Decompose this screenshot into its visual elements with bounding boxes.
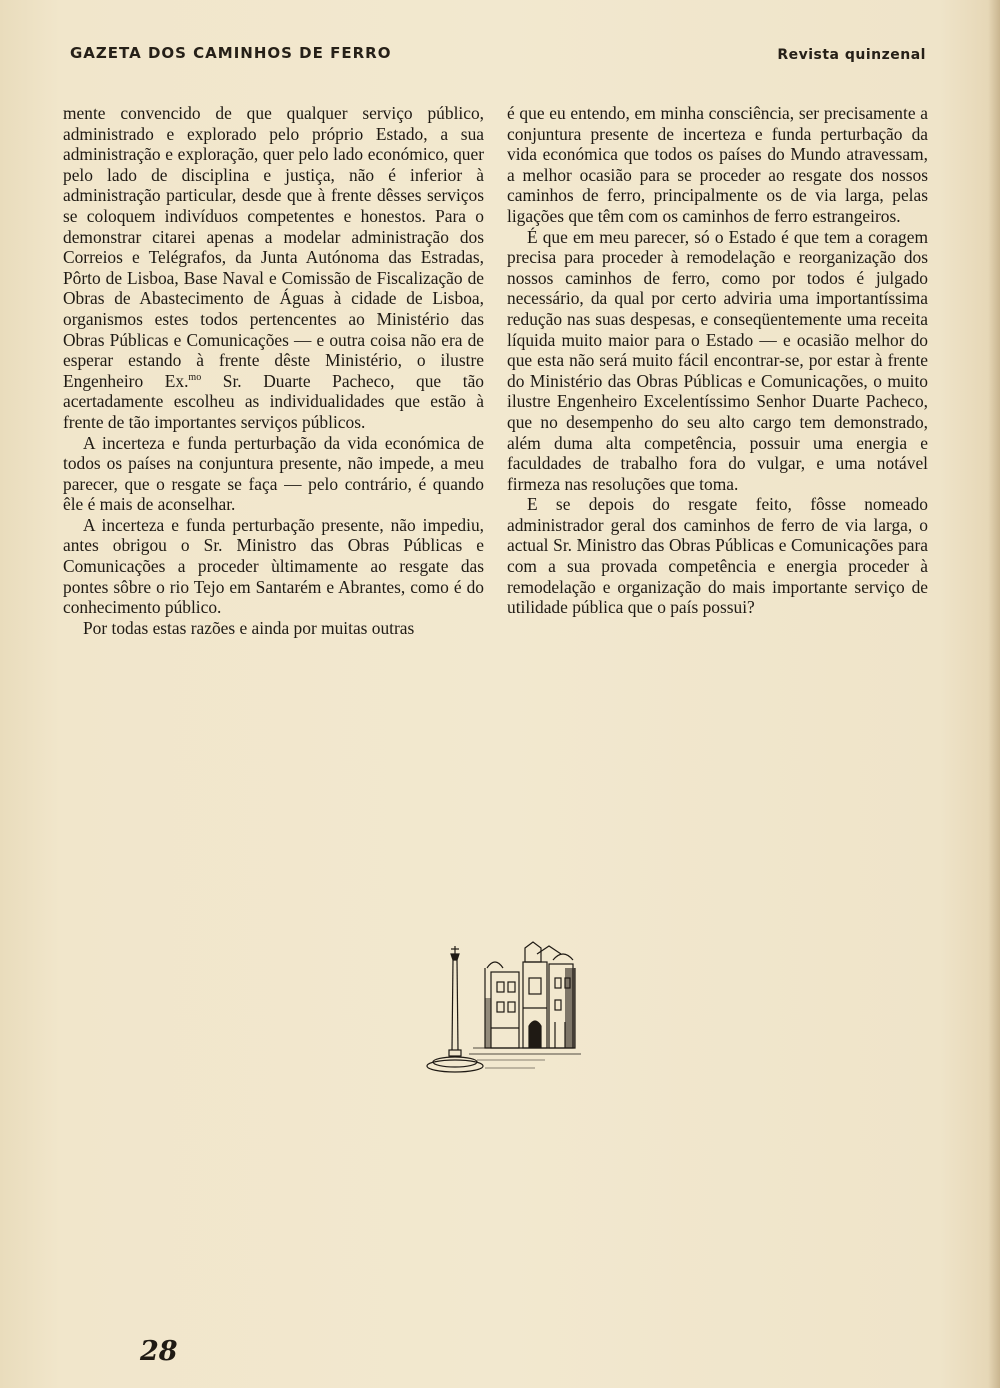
church-illustration	[425, 938, 585, 1080]
page-edge-shadow	[988, 0, 1000, 1388]
superscript: mo	[188, 371, 202, 383]
right-paragraph-2: É que em meu parecer, só o Estado é que tem a coragem precisa para proceder à remodelação e reorganização dos nossos caminhos de ferro, como por todos é julgado necessário, da qual por certo adviria uma importantíssima redução nas suas despesas, e conseqüentemente uma receita líquida muito maior para o Estado — e ocasião melhor do que esta não será muito fácil encontrar-se, por estar à frente do Ministério das Obras Públicas e Comunicações, o muito ilustre Engenheiro Excelentíssimo Senhor Duarte Pacheco, que no desempenho do seu alto cargo tem demonstrado, além duma alta competência, possuir uma energia e faculdades de trabalho fora do vulgar, e uma notável firmeza nas resoluções que toma.	[507, 226, 928, 494]
right-column	[507, 103, 928, 618]
left-column	[63, 103, 484, 638]
left-paragraph-4: Por todas estas razões e ainda por muitas outras	[83, 617, 415, 638]
publication-title: GAZETA DOS CAMINHOS DE FERRO	[70, 44, 392, 62]
page-number: 28	[140, 1336, 178, 1367]
right-paragraph-3: E se depois do resgate feito, fôsse nomeado administrador geral dos caminhos de ferro de via larga, o actual Sr. Ministro das Obras Públicas e Comunicações para com a sua provada competência e energia proceder à remodelação e organização do mais importante serviço de utilidade pública que o país possui?	[507, 494, 928, 618]
left-paragraph-2: A incerteza e funda perturbação da vida económica de todos os países na conjuntura presente, não impede, a meu parecer, que o resgate se faça — pelo contrário, é quando êle é mais de aconselhar.	[63, 432, 484, 515]
left-paragraph-1: mente convencido de que qualquer serviço público, administrado e explorado pelo próprio Estado, a sua administração e exploração, quer pelo lado económico, quer pelo lado de disciplina e justiça, não é inferior à administração particular, desde que à frente dêsses serviços se coloquem indivíduos competentes e honestos. Para o demonstrar citarei apenas a modelar administração dos Correios e Telégrafos, da Junta Autónoma das Estradas, Pôrto de Lisboa, Base Naval e Comissão de Fiscalização de Obras de Abastecimento de Águas à cidade de Lisboa, organismos estes todos pertencentes ao Ministério das Obras Públicas e Comunicações — e outra coisa não era de esperar estando à frente dêste Ministério, o ilustre Engenheiro Ex.$^{mo}$ Sr. Duarte Pacheco, que tão acertadamente escolheu as individualidades que estão à frente de tão importantes serviços públicos.	[63, 103, 484, 432]
left-paragraph-3: A incerteza e funda perturbação presente, não impediu, antes obrigou o Sr. Ministro das Obras Públicas e Comunicações a proceder ùltimamente ao resgate das pontes sôbre o rio Tejo em Santarém e Abrantes, como é do conhecimento público.	[63, 514, 484, 618]
publication-subtitle: Revista quinzenal	[777, 47, 926, 63]
right-paragraph-1: é que eu entendo, em minha consciência, ser precisamente a conjuntura presente de incerteza e funda perturbação da vida económica que todos os países do Mundo atravessam, a melhor ocasião para se proceder ao resgate dos nossos caminhos de ferro, principalmente os de via larga, pelas ligações que têm com os caminhos de ferro estrangeiros.	[507, 103, 928, 226]
